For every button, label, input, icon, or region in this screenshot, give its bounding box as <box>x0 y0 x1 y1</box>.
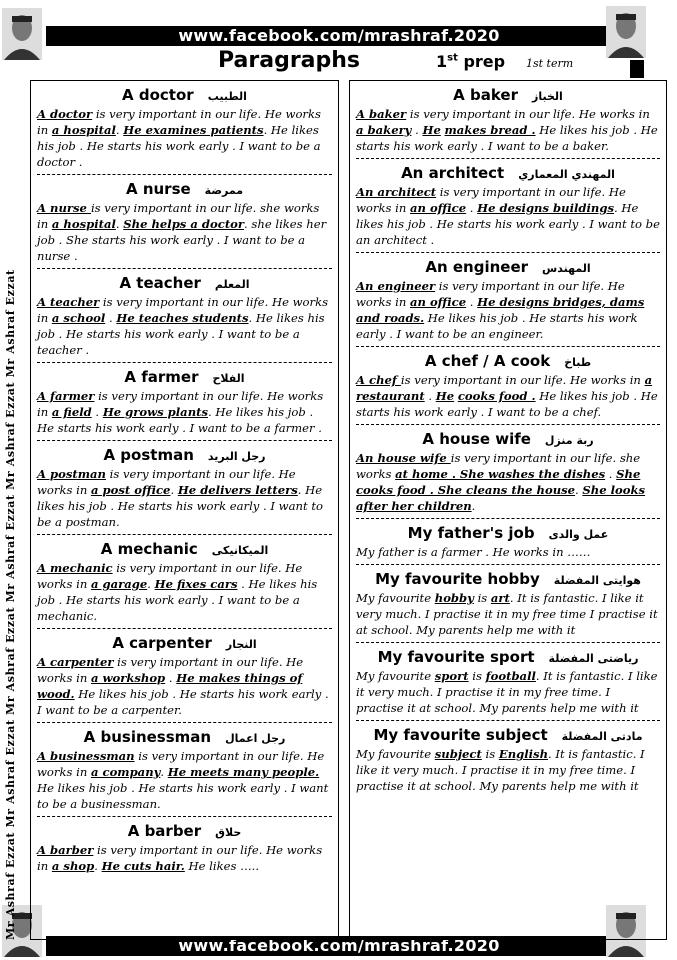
key-phrase: a garage <box>90 577 148 591</box>
key-phrase: a post office <box>90 483 171 497</box>
text-run: . <box>165 671 177 685</box>
text-run: . <box>605 467 617 481</box>
heading-english: A businessman <box>83 728 212 746</box>
text-run: is very important in our life. He works in <box>37 561 303 591</box>
facebook-banner-bottom: www.facebook.com/mrashraf.2020 <box>46 936 632 956</box>
key-phrase: a company <box>90 765 161 779</box>
key-phrase: She looks after her children <box>356 483 646 513</box>
paragraph-text <box>356 590 660 638</box>
key-phrase: An engineer <box>356 279 436 293</box>
paragraph-text <box>356 184 660 248</box>
key-phrase: a school <box>51 311 106 325</box>
paragraph-card <box>356 643 660 721</box>
heading-english: A chef / A cook <box>424 352 551 370</box>
paragraph-heading <box>37 178 332 200</box>
heading-english: A teacher <box>119 274 201 292</box>
paragraph-card <box>37 441 332 535</box>
key-phrase: makes bread . <box>444 123 536 137</box>
heading-arabic: ممرضة <box>204 184 243 197</box>
text-run: is very important in our life. He works in <box>406 107 650 121</box>
key-phrase: He designs bridges, dams and roads. <box>356 295 645 325</box>
text-run: . He likes his job . He starts his work early . I want to be a farmer . <box>37 405 322 435</box>
term-label: 1st term <box>526 57 574 70</box>
text-run: He likes ….. <box>184 859 260 873</box>
heading-arabic: المهندس <box>542 262 591 275</box>
paragraph-card <box>356 565 660 643</box>
paragraph-text <box>37 466 332 530</box>
key-phrase: He fixes cars <box>154 577 238 591</box>
page-header <box>0 46 677 80</box>
key-phrase: He meets many people. <box>167 765 320 779</box>
paragraph-card <box>37 81 332 175</box>
text-run: He likes his job . He starts his work early . I want to be a chef. <box>356 389 658 419</box>
heading-arabic: رجل البريد <box>207 450 266 463</box>
side-author-watermark: Mr Ashraf Ezzat Mr Ashraf Ezzat Mr Ashraf Ezzat Mr Ashraf Ezzat Mr Ashraf Ezzat Mr Ashraf Ezzat <box>4 269 17 940</box>
paragraph-heading <box>37 820 332 842</box>
heading-arabic: رياضتى المفضلة <box>548 652 639 665</box>
paragraph-heading <box>356 256 660 278</box>
text-run: He likes his job . He starts his work early . I want to be a carpenter. <box>37 687 329 717</box>
heading-arabic: الفلاح <box>212 372 245 385</box>
key-phrase: A barber <box>37 843 94 857</box>
paragraph-card <box>356 425 660 519</box>
key-phrase: a workshop <box>90 671 166 685</box>
key-phrase: football <box>485 669 536 683</box>
text-run: is very important in our life. He works in <box>37 843 323 873</box>
paragraph-card <box>37 175 332 269</box>
text-run: My favourite <box>356 669 435 683</box>
key-phrase: English <box>498 747 548 761</box>
text-run: . He likes his job . He starts his work early . I want to be a teacher . <box>37 311 325 357</box>
text-run: is very important in our life. she works in <box>37 201 320 231</box>
paragraph-text <box>37 842 332 874</box>
key-phrase: A chef <box>356 373 401 387</box>
paragraph-text <box>37 200 332 264</box>
heading-arabic: حلاق <box>215 826 242 839</box>
key-phrase: subject <box>434 747 482 761</box>
heading-english: My favourite subject <box>373 726 548 744</box>
heading-arabic: عمل والدى <box>548 528 609 541</box>
key-phrase: an office <box>409 201 467 215</box>
key-phrase: a shop <box>51 859 95 873</box>
text-run: . It is fantastic. I like it very much. I practise it in my free time. I practise it at school. My parents help me with it <box>356 669 658 715</box>
paragraph-card <box>356 721 660 798</box>
paragraph-text <box>37 654 332 718</box>
key-phrase: A nurse <box>37 201 91 215</box>
text-run: . <box>466 201 478 215</box>
paragraph-card <box>37 629 332 723</box>
key-phrase: at home . She washes the dishes <box>395 467 606 481</box>
paragraph-heading <box>37 726 332 748</box>
paragraph-heading <box>356 522 660 544</box>
heading-arabic: الميكانيكى <box>211 544 269 557</box>
heading-english: A carpenter <box>112 634 212 652</box>
heading-english: My father's job <box>407 524 535 542</box>
paragraph-card <box>356 347 660 425</box>
text-run: is very important in our life. He works in <box>37 467 296 497</box>
key-phrase: He designs buildings <box>477 201 614 215</box>
key-phrase: cooks food . <box>457 389 536 403</box>
paragraph-card <box>37 723 332 817</box>
paragraph-card <box>356 519 660 565</box>
paragraph-heading <box>37 538 332 560</box>
key-phrase: He <box>435 389 455 403</box>
paragraph-heading <box>37 444 332 466</box>
paragraph-card <box>37 817 332 878</box>
key-phrase: an office <box>409 295 467 309</box>
heading-arabic: الطبيب <box>207 90 247 103</box>
text-run: My favourite <box>356 591 435 605</box>
text-run: . <box>94 859 102 873</box>
key-phrase: He teaches students <box>116 311 249 325</box>
key-phrase: A farmer <box>37 389 95 403</box>
key-phrase: A carpenter <box>37 655 114 669</box>
paragraph-text <box>37 560 332 624</box>
heading-english: My favourite hobby <box>375 570 540 588</box>
paragraph-heading <box>356 350 660 372</box>
paragraph-heading <box>356 646 660 668</box>
text-run: He likes his job . He starts his work early . I want to be a baker. <box>356 123 658 153</box>
text-run: . <box>115 123 124 137</box>
key-phrase: A postman <box>37 467 106 481</box>
text-run: . she likes her job . She starts his work early . I want to be a nurse . <box>37 217 327 263</box>
heading-arabic: مادتى المفضلة <box>561 730 643 743</box>
paragraph-text <box>356 278 660 342</box>
heading-english: A baker <box>453 86 519 104</box>
heading-english: My favourite sport <box>377 648 535 666</box>
text-run: . <box>105 311 117 325</box>
paragraph-text <box>356 544 660 560</box>
paragraph-text <box>356 668 660 716</box>
heading-arabic: طباخ <box>564 356 592 369</box>
key-phrase: She helps a doctor <box>123 217 245 231</box>
paragraph-text <box>356 106 660 154</box>
paragraph-text <box>356 450 660 514</box>
text-run: . It is fantastic. I like it very much. I practise it in my free time I practise it at school. My parents help me with it <box>356 591 658 637</box>
paragraph-heading <box>37 272 332 294</box>
key-phrase: She cooks food . She cleans the house <box>356 467 641 497</box>
grade-label: 1st prep <box>436 52 506 71</box>
heading-english: An engineer <box>425 258 529 276</box>
right-column <box>349 80 667 940</box>
left-column <box>30 80 339 940</box>
paragraph-heading <box>37 632 332 654</box>
key-phrase: He examines patients <box>123 123 264 137</box>
paragraph-heading <box>356 724 660 746</box>
paragraph-heading <box>356 162 660 184</box>
text-run: . <box>160 765 168 779</box>
key-phrase: A businessman <box>37 749 135 763</box>
paragraph-text <box>37 294 332 358</box>
text-run: . <box>91 405 103 419</box>
text-run: is very important in our life. He works in <box>400 373 645 387</box>
heading-english: A mechanic <box>100 540 198 558</box>
key-phrase: A teacher <box>37 295 100 309</box>
paragraph-heading <box>37 84 332 106</box>
key-phrase: An house wife <box>356 451 451 465</box>
text-run: is very important in our life. she works <box>356 451 641 481</box>
paragraph-heading <box>356 428 660 450</box>
text-run: . He likes his job . He starts his work early . I want to be a doctor . <box>37 123 321 169</box>
paragraph-card <box>356 159 660 253</box>
text-run: . <box>466 295 478 309</box>
heading-arabic: النجار <box>225 638 257 651</box>
paragraph-heading <box>37 366 332 388</box>
key-phrase: He delivers letters <box>177 483 298 497</box>
text-run: . <box>424 389 436 403</box>
text-run: . <box>575 483 583 497</box>
paragraph-heading <box>356 568 660 590</box>
heading-english: A barber <box>127 822 202 840</box>
paragraph-text <box>37 748 332 812</box>
heading-arabic: المهندي المعماري <box>518 168 615 181</box>
key-phrase: a restaurant <box>356 373 653 403</box>
text-run: is very important in our life. He works in <box>356 279 625 309</box>
paragraph-text <box>356 372 660 420</box>
text-run: My favourite <box>356 747 435 761</box>
text-run: is very important in our life. He works in <box>37 749 325 779</box>
heading-english: A doctor <box>122 86 194 104</box>
heading-arabic: رجل اعمال <box>225 732 286 745</box>
text-run: . <box>411 123 423 137</box>
paragraph-card <box>37 535 332 629</box>
text-run: is very important in our life. He works in <box>37 295 329 325</box>
heading-english: A house wife <box>422 430 531 448</box>
facebook-banner-top: www.facebook.com/mrashraf.2020 <box>46 26 632 46</box>
text-run: . He likes his job . He starts his work early . I want to be an architect . <box>356 201 660 247</box>
text-run: is <box>481 747 499 761</box>
text-run: . <box>147 577 155 591</box>
paragraph-card <box>356 81 660 159</box>
text-run: is very important in our life. He works in <box>37 107 321 137</box>
text-run: is <box>473 591 491 605</box>
key-phrase: An architect <box>356 185 437 199</box>
heading-english: A postman <box>103 446 194 464</box>
paragraph-card <box>37 363 332 441</box>
key-phrase: art <box>490 591 510 605</box>
key-phrase: sport <box>434 669 469 683</box>
text-run: My father is a farmer . He works in …… <box>356 545 591 559</box>
text-run: is very important in our life. He works in <box>37 655 304 685</box>
text-run: is very important in our life. He works in <box>37 389 324 419</box>
paragraph-card <box>356 253 660 347</box>
paragraph-text <box>37 106 332 170</box>
key-phrase: a bakery <box>356 123 412 137</box>
text-run: He likes his job . He starts his work early . I want to be a businessman. <box>37 781 329 811</box>
key-phrase: He grows plants <box>102 405 209 419</box>
text-run: is <box>468 669 486 683</box>
heading-arabic: هوايتى المفضلة <box>553 574 641 587</box>
text-run: He likes his job . He starts his work early . I want to be an engineer. <box>356 311 638 341</box>
key-phrase: a hospital <box>51 217 116 231</box>
key-phrase: A mechanic <box>37 561 113 575</box>
heading-arabic: الخباز <box>532 90 563 103</box>
text-run: . <box>471 499 476 513</box>
key-phrase: A doctor <box>37 107 93 121</box>
text-run: is very important in our life. He works in <box>356 185 626 215</box>
heading-arabic: ربة منزل <box>544 434 594 447</box>
paragraph-card <box>37 269 332 363</box>
heading-english: A farmer <box>124 368 199 386</box>
heading-arabic: المعلم <box>214 278 250 291</box>
text-run: . <box>115 217 124 231</box>
paragraph-text <box>356 746 660 794</box>
key-phrase: a field <box>51 405 92 419</box>
key-phrase: He makes things of wood. <box>37 671 303 701</box>
heading-english: A nurse <box>125 180 191 198</box>
key-phrase: A baker <box>356 107 407 121</box>
text-run: . <box>170 483 178 497</box>
key-phrase: He cuts hair. <box>101 859 185 873</box>
text-run: . He likes his job . He starts his work early . I want to be a mechanic. <box>37 577 318 623</box>
key-phrase: a hospital <box>51 123 116 137</box>
heading-english: An architect <box>401 164 505 182</box>
key-phrase: He <box>422 123 441 137</box>
page-title: Paragraphs <box>218 48 361 73</box>
key-phrase: hobby <box>434 591 474 605</box>
text-run: . It is fantastic. I like it very much. I practise it in my free time. I practise it at school. My parents help me with it <box>356 747 645 793</box>
paragraph-heading <box>356 84 660 106</box>
text-run: . He likes his job . He starts his work early . I want to be a postman. <box>37 483 323 529</box>
paragraph-text <box>37 388 332 436</box>
